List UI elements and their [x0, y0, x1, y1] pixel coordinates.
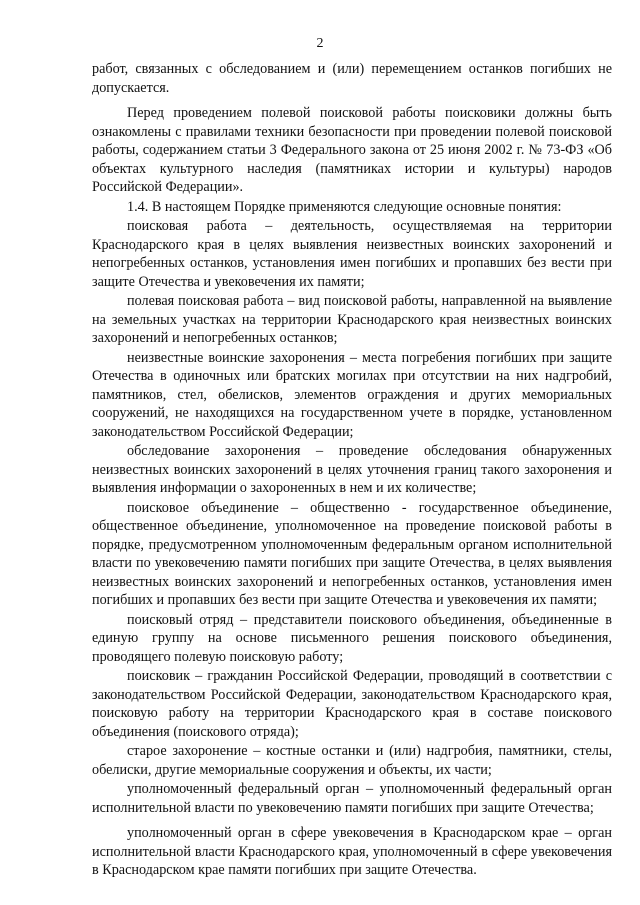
definition-search-association: поисковое объединение – общественно - государственное объединение, общественное объединение, уполномоченное на проведение поисковой работы в порядке, предусмотренном уполномоченным федеральным органом исполнительной власти по увековечению памяти погибших при защите Отечества, в целях выявления неизвестных воинских захоронений и непогребенных останков, установления имен погибших и пропавших без вести при защите Отечества и увековечения их памяти; [92, 499, 612, 608]
paragraph-continuation: работ, связанных с обследованием и (или) перемещением останков погибших не допускается. [92, 61, 612, 96]
definition-old-burial: старое захоронение – костные останки и (или) надгробия, памятники, стелы, обелиски, другие мемориальные сооружения и объекты, их части; [92, 743, 612, 778]
definition-unknown-burials: неизвестные воинские захоронения – места погребения погибших при защите Отечества в одиночных или братских могилах при отсутствии на них надгробий, памятников, стел, обелисков, элементов ограждения и других мемориальных сооружений, не находящихся на государственном учете в порядке, установленном законодательством Российской Федерации; [92, 349, 612, 440]
definition-regional-authority: уполномоченный орган в сфере увековечения в Краснодарском крае – орган исполнительной власти Краснодарского края, уполномоченный в сфере увековечения в Краснодарском крае памяти погибших при защите Отечества. [92, 825, 612, 878]
definition-federal-authority: уполномоченный федеральный орган – уполномоченный федеральный орган исполнительной власти по увековечению памяти погибших при защите Отечества; [92, 781, 612, 816]
definition-burial-survey: обследование захоронения – проведение обследования обнаруженных неизвестных воинских захоронений в целях уточнения границ такого захоронения и выявления информации о захороненных в нем и их количестве; [92, 443, 612, 496]
definition-field-search-work: полевая поисковая работа – вид поисковой работы, направленной на выявление на земельных участках на территории Краснодарского края неизвестных воинских захоронений и непогребенных останков; [92, 293, 612, 346]
definition-search-team: поисковый отряд – представители поискового объединения, объединенные в единую группу на основе письменного решения поискового объединения, проводящего полевую поисковую работу; [92, 611, 612, 665]
page-number: 2 [316, 36, 324, 51]
document-body [92, 60, 612, 880]
paragraph-definitions-intro: 1.4. В настоящем Порядке применяются следующие основные понятия: [127, 198, 562, 215]
definition-searcher: поисковик – гражданин Российской Федерации, проводящий в соответствии с законодательством Российской Федерации, законодательством Краснодарского края, поисковую работу на территории Краснодарского края в составе поискового объединения (поискового отряда); [92, 668, 612, 740]
paragraph-safety-briefing: Перед проведением полевой поисковой работы поисковики должны быть ознакомлены с правилами техники безопасности при проведении полевой поисковой работы, содержанием статьи 3 Федерального закона от 25 июня 2002 г. № 73-ФЗ «Об объектах культурного наследия (памятниках истории и культуры) народов Российской Федерации». [92, 105, 612, 195]
definition-search-work: поисковая работа – деятельность, осуществляемая на территории Краснодарского края в целях выявления неизвестных воинских захоронений и непогребенных останков, установления имен погибших и пропавших без вести при защите Отечества и увековечения их памяти; [92, 218, 612, 290]
